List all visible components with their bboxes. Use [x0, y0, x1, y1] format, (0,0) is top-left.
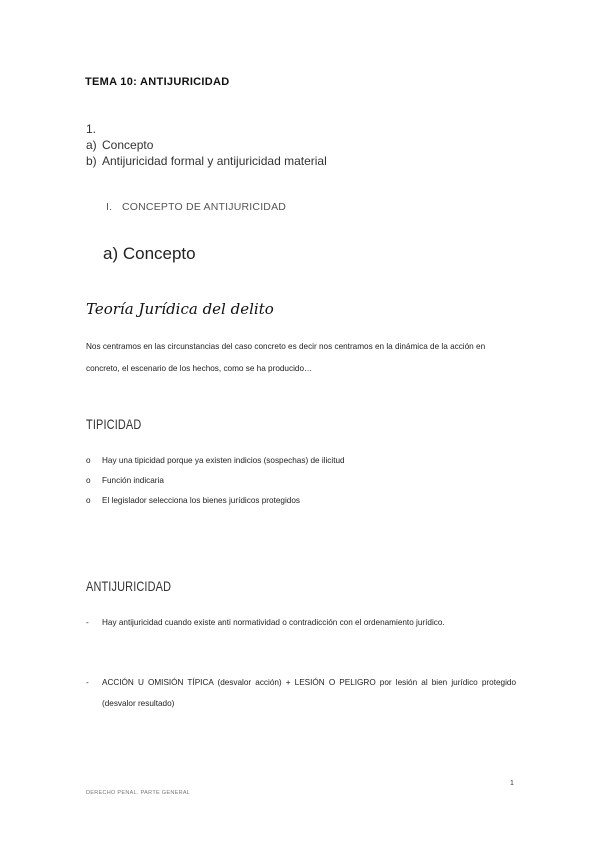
list-item [86, 456, 345, 465]
section-heading [106, 201, 286, 213]
section-number: I. [106, 201, 113, 213]
document-title: TEMA 10: ANTIJURICIDAD [85, 76, 230, 88]
bullet-marker: o [86, 496, 91, 505]
toc-item-label: b) [86, 154, 97, 168]
list-item [86, 672, 516, 714]
list-item [86, 496, 300, 505]
page-footer: DERECHO PENAL. PARTE GENERAL [86, 790, 191, 796]
dash-marker: - [86, 678, 89, 687]
page-number: 1 [510, 780, 514, 787]
list-item-text: ACCIÓN U OMISIÓN TÍPICA (desvalor acción) + LESIÓN O PELIGRO por lesión al bien jurídico protegido (desvalor resultado) [102, 678, 516, 708]
list-item-text: El legislador selecciona los bienes jurídicos protegidos [102, 496, 300, 505]
subsection-heading: a) Concepto [103, 244, 196, 263]
toc-number: 1. [86, 122, 97, 136]
section-title: CONCEPTO DE ANTIJURICIDAD [122, 201, 287, 213]
toc-item-antijuricidad [86, 154, 327, 168]
antijuricidad-heading: ANTIJURICIDAD [86, 578, 172, 594]
body-paragraph: Nos centramos en las circunstancias del caso concreto es decir nos centramos en la dinámica de la acción en concreto, el escenario de los hechos, como se ha producido… [86, 342, 486, 373]
toc-item-text: Antijuricidad formal y antijuricidad material [102, 154, 327, 168]
toc-item-concepto [86, 138, 153, 152]
handwritten-heading: Teoría Jurídica del delito [86, 300, 274, 318]
list-item [86, 612, 516, 633]
list-item [86, 476, 164, 485]
list-item-text: Hay antijuricidad cuando existe anti normatividad o contradicción con el ordenamiento jurídico. [102, 618, 445, 627]
list-item-text: Hay una tipicidad porque ya existen indicios (sospechas) de ilicitud [102, 456, 345, 465]
list-item-text: Función indicaria [102, 476, 164, 485]
bullet-marker: o [86, 456, 91, 465]
bullet-marker: o [86, 476, 91, 485]
dash-marker: - [86, 618, 89, 627]
toc-item-label: a) [86, 138, 97, 152]
toc-item-text: Concepto [102, 138, 154, 152]
tipicidad-heading: TIPICIDAD [86, 416, 142, 432]
